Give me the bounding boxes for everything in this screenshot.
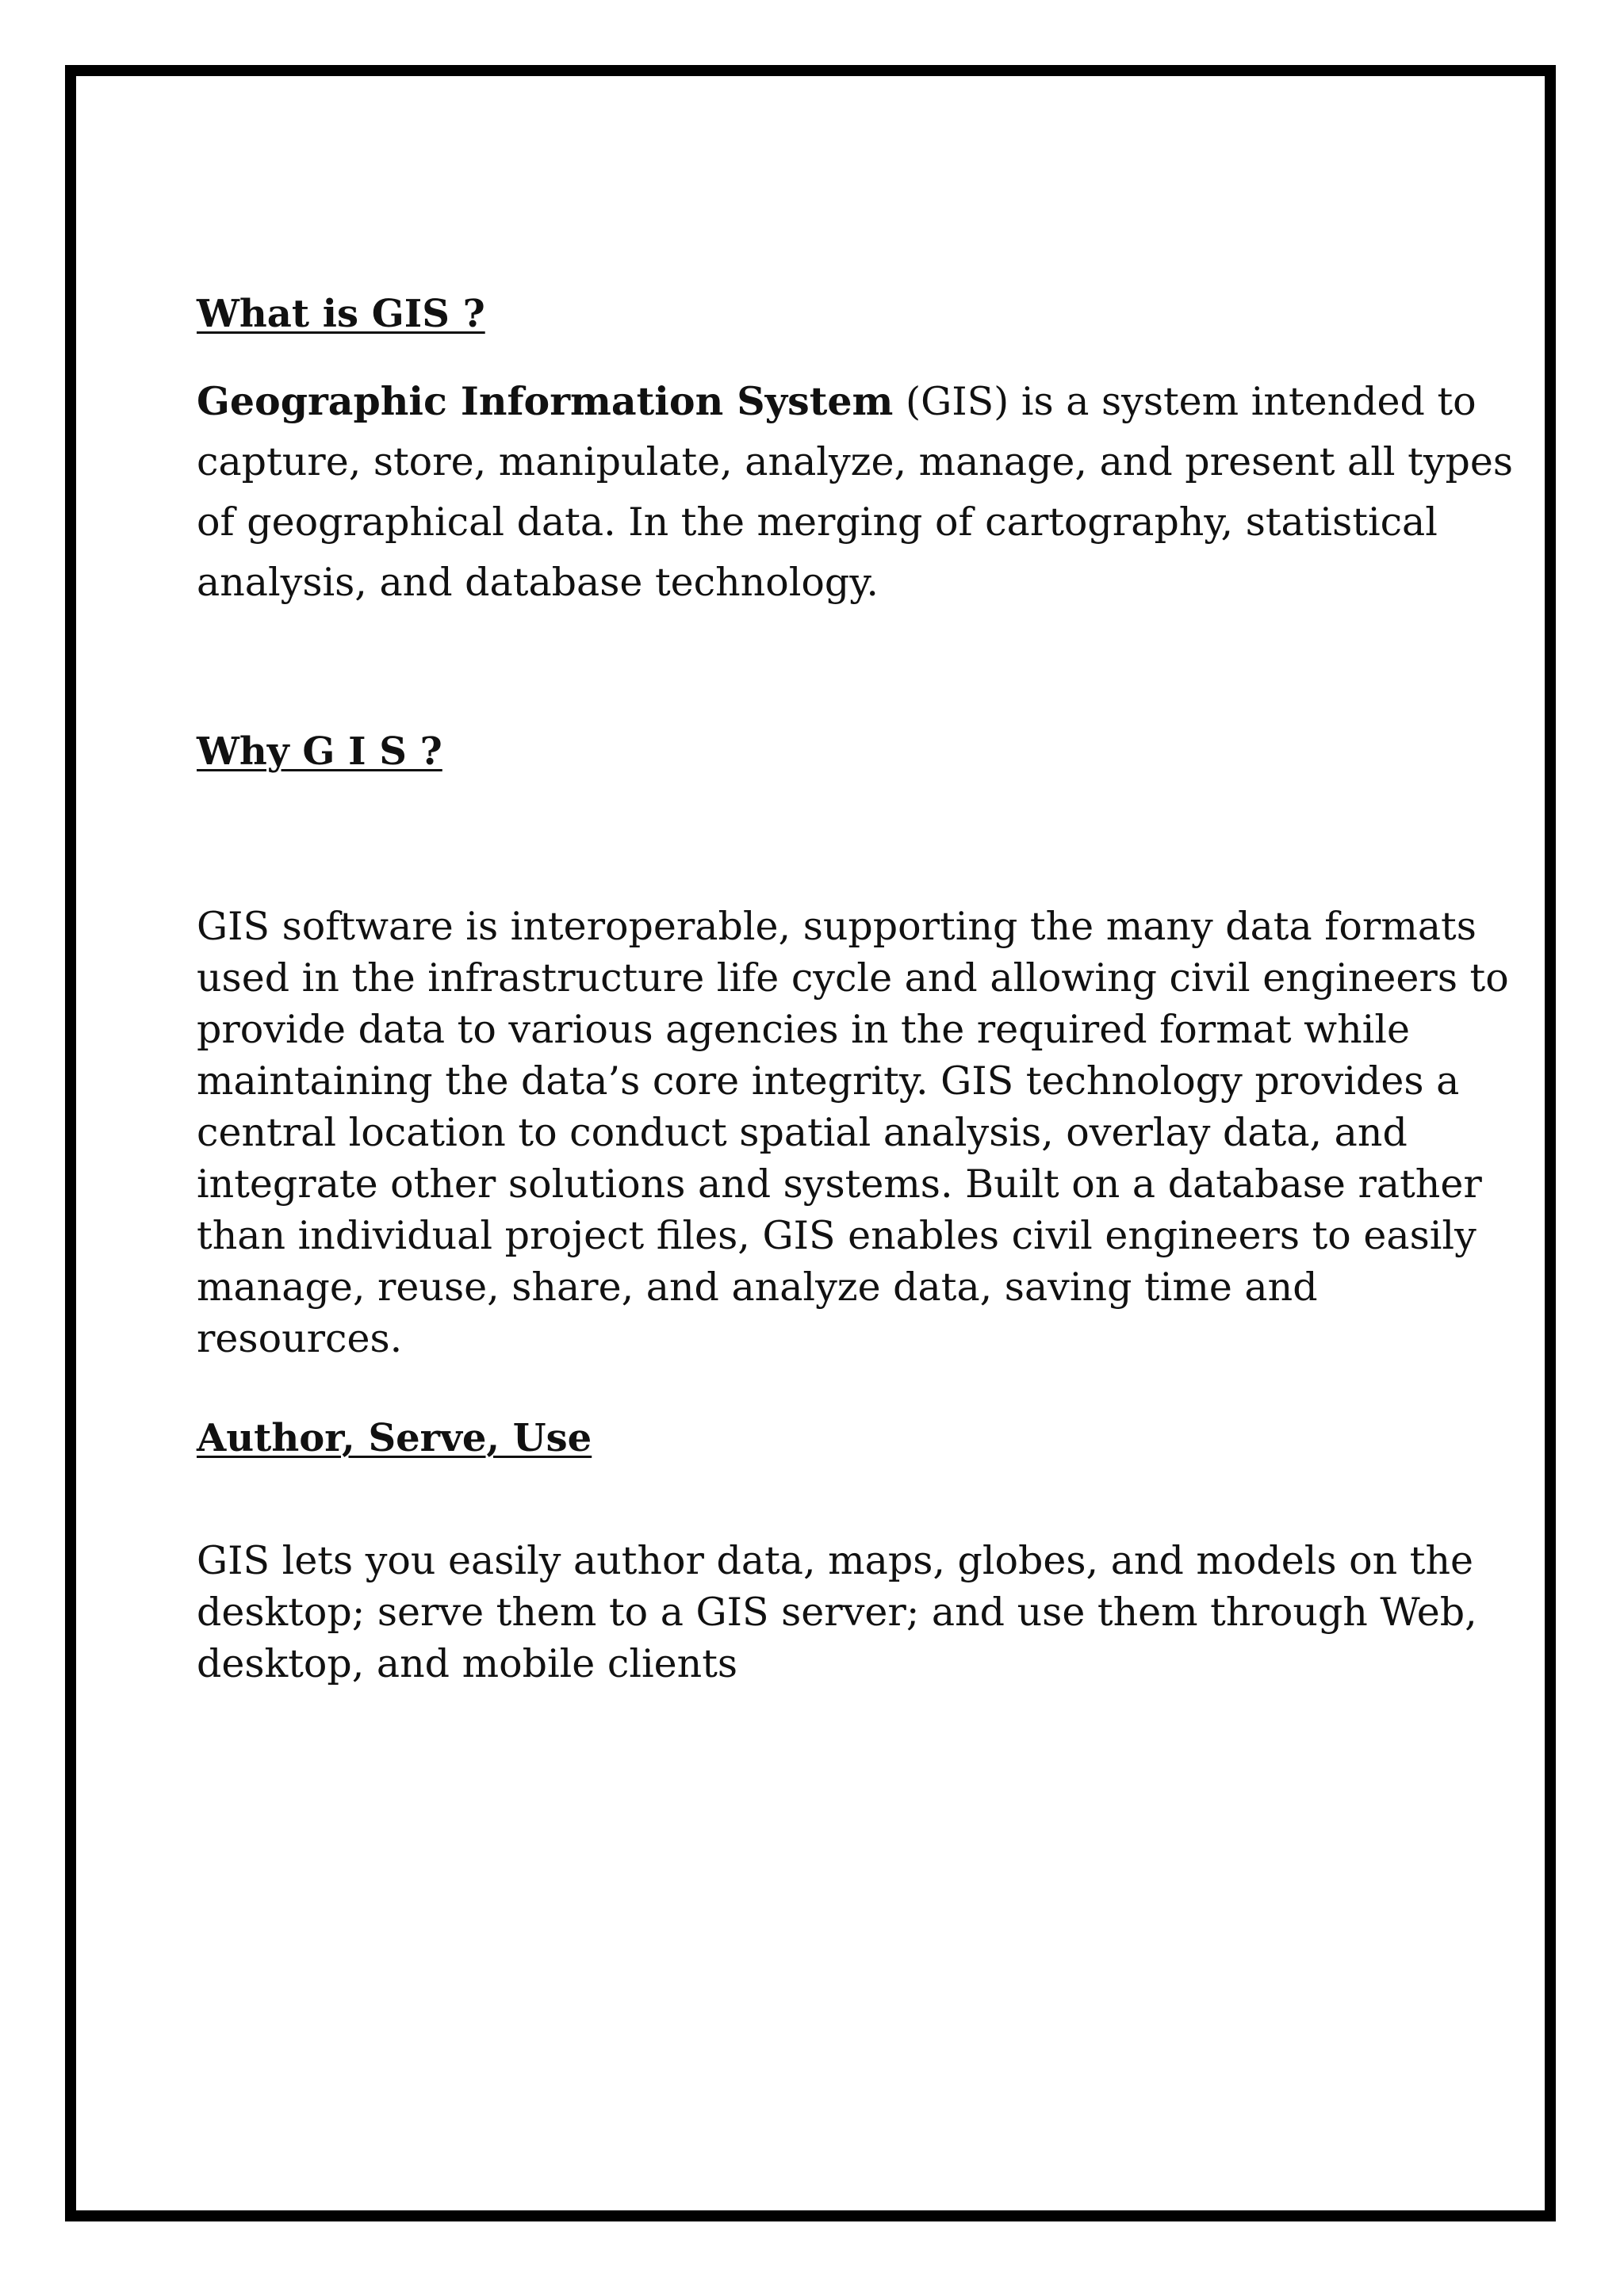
- heading-author-serve-use: Author, Serve, Use: [197, 1416, 592, 1460]
- paragraph-line: than individual project files, GIS enables civil engineers to easily: [197, 1213, 1477, 1258]
- paragraph-line: manage, reuse, share, and analyze data, saving time and: [197, 1265, 1318, 1310]
- bold-term: Geographic Information System: [197, 378, 894, 424]
- paragraph-line: desktop; serve them to a GIS server; and use them through Web,: [197, 1590, 1477, 1635]
- heading-what-is-gis: What is GIS ?: [197, 292, 485, 336]
- paragraph-line: used in the infrastructure life cycle and allowing civil engineers to: [197, 955, 1509, 1001]
- paragraph-line: Geographic Information System (GIS) is a system intended to: [197, 378, 1477, 424]
- paragraph-line: resources.: [197, 1316, 403, 1361]
- paragraph-why-gis: [197, 901, 1509, 1364]
- paragraph-line: desktop, and mobile clients: [197, 1641, 738, 1686]
- paragraph-line: central location to conduct spatial analysis, overlay data, and: [197, 1110, 1408, 1155]
- paragraph-author-serve-use: [197, 1535, 1477, 1689]
- heading-why-gis: Why G I S ?: [197, 729, 442, 774]
- paragraph-gis-definition: [197, 371, 1514, 613]
- section-what-is-gis: [197, 290, 1465, 338]
- paragraph-line: capture, store, manipulate, analyze, manage, and present all types: [197, 439, 1514, 484]
- paragraph-line: provide data to various agencies in the required format while: [197, 1007, 1411, 1052]
- paragraph-line: integrate other solutions and systems. Built on a database rather: [197, 1161, 1482, 1207]
- paragraph-line: GIS software is interoperable, supporting the many data formats: [197, 904, 1477, 949]
- section-why-gis: [197, 728, 1465, 775]
- paragraph-line: maintaining the data’s core integrity. GIS technology provides a: [197, 1058, 1460, 1104]
- paragraph-line: of geographical data. In the merging of cartography, statistical: [197, 499, 1438, 545]
- section-author-serve-use: [197, 1414, 1465, 1462]
- paragraph-line: analysis, and database technology.: [197, 560, 879, 605]
- paragraph-line: GIS lets you easily author data, maps, globes, and models on the: [197, 1538, 1474, 1583]
